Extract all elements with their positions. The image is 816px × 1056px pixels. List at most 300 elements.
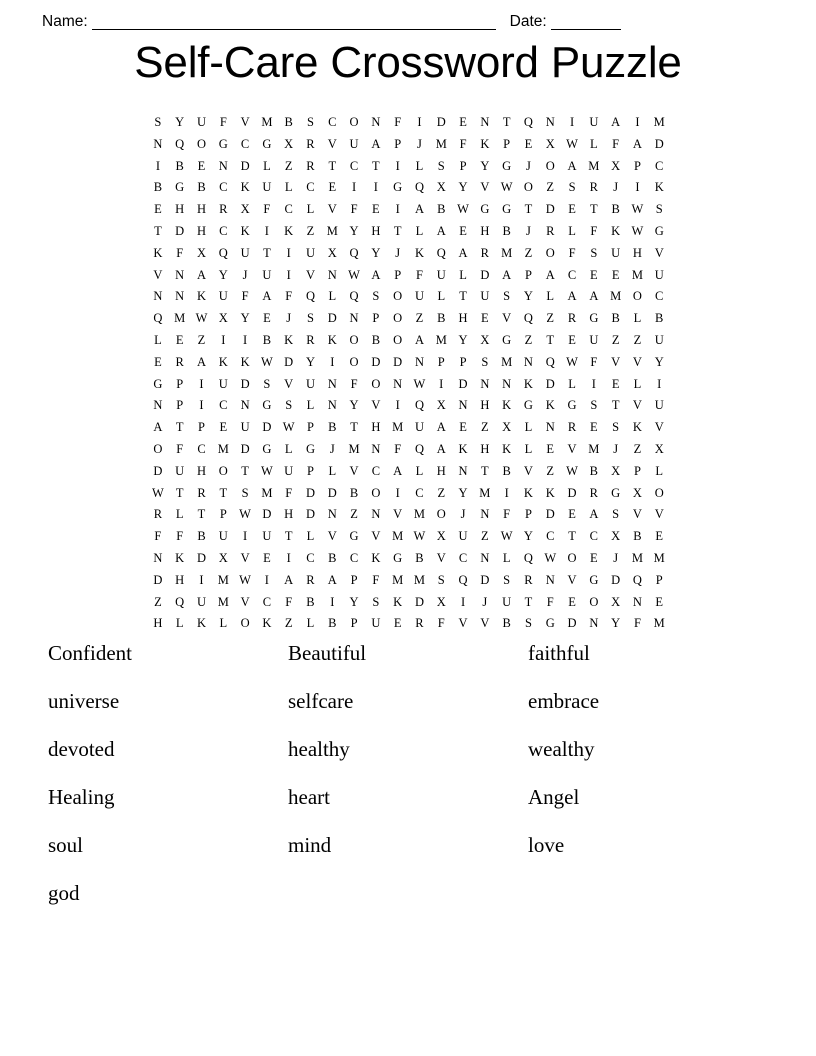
grid-letter[interactable]: D: [327, 311, 337, 326]
grid-letter[interactable]: O: [545, 245, 555, 260]
grid-letter[interactable]: B: [328, 550, 337, 565]
grid-letter[interactable]: M: [392, 572, 404, 587]
grid-letter[interactable]: Z: [437, 485, 446, 500]
grid-letter[interactable]: K: [218, 354, 228, 369]
grid-letter[interactable]: G: [393, 550, 403, 565]
grid-letter[interactable]: F: [459, 136, 467, 151]
grid-letter[interactable]: I: [286, 245, 291, 260]
grid-letter[interactable]: I: [264, 572, 269, 587]
grid-letter[interactable]: O: [349, 115, 359, 129]
grid-letter[interactable]: K: [284, 332, 294, 347]
grid-letter[interactable]: V: [567, 441, 577, 456]
grid-letter[interactable]: X: [436, 594, 446, 609]
grid-letter[interactable]: E: [568, 507, 576, 522]
grid-letter[interactable]: N: [371, 441, 381, 456]
grid-letter[interactable]: F: [176, 529, 184, 544]
grid-letter[interactable]: M: [261, 115, 273, 129]
grid-letter[interactable]: V: [502, 311, 512, 326]
grid-letter[interactable]: P: [307, 463, 314, 478]
grid-letter[interactable]: C: [349, 158, 359, 173]
grid-letter[interactable]: W: [195, 311, 208, 326]
grid-letter[interactable]: Z: [546, 463, 555, 478]
grid-letter[interactable]: S: [437, 158, 445, 173]
grid-letter[interactable]: G: [589, 311, 599, 326]
grid-letter[interactable]: V: [654, 245, 664, 260]
grid-letter[interactable]: D: [240, 158, 250, 173]
grid-letter[interactable]: V: [393, 507, 403, 522]
grid-letter[interactable]: Q: [458, 572, 468, 587]
grid-letter[interactable]: D: [393, 354, 403, 369]
grid-letter[interactable]: F: [154, 529, 162, 544]
grid-letter[interactable]: L: [306, 616, 315, 631]
grid-letter[interactable]: J: [460, 507, 466, 522]
word-bank-item[interactable]: love: [528, 833, 565, 857]
grid-letter[interactable]: V: [305, 267, 315, 282]
grid-letter[interactable]: L: [502, 550, 511, 565]
grid-letter[interactable]: S: [154, 115, 162, 129]
grid-letter[interactable]: A: [284, 572, 294, 587]
grid-letter[interactable]: E: [459, 115, 467, 129]
grid-letter[interactable]: I: [591, 376, 596, 391]
grid-letter[interactable]: K: [458, 441, 468, 456]
grid-letter[interactable]: P: [307, 420, 314, 435]
name-input-line[interactable]: [92, 15, 496, 30]
grid-letter[interactable]: V: [284, 376, 294, 391]
grid-letter[interactable]: S: [307, 311, 314, 326]
grid-letter[interactable]: Z: [524, 332, 533, 347]
grid-letter[interactable]: F: [176, 441, 184, 456]
grid-letter[interactable]: A: [371, 267, 381, 282]
grid-letter[interactable]: P: [524, 507, 532, 522]
grid-letter[interactable]: S: [655, 202, 663, 217]
grid-letter[interactable]: V: [327, 136, 337, 151]
grid-letter[interactable]: N: [589, 616, 599, 631]
grid-letter[interactable]: I: [155, 158, 160, 173]
grid-letter[interactable]: Z: [546, 180, 555, 195]
grid-letter[interactable]: T: [481, 463, 489, 478]
grid-letter[interactable]: X: [196, 245, 206, 260]
grid-letter[interactable]: D: [196, 550, 206, 565]
grid-letter[interactable]: C: [219, 398, 228, 413]
grid-letter[interactable]: F: [546, 594, 554, 609]
grid-letter[interactable]: X: [632, 485, 642, 500]
grid-letter[interactable]: X: [436, 529, 446, 544]
grid-letter[interactable]: A: [262, 289, 272, 304]
grid-letter[interactable]: N: [632, 594, 642, 609]
grid-letter[interactable]: N: [327, 507, 337, 522]
grid-letter[interactable]: Y: [458, 332, 468, 347]
grid-letter[interactable]: R: [567, 420, 577, 435]
grid-letter[interactable]: U: [196, 115, 206, 129]
grid-letter[interactable]: Y: [175, 115, 185, 129]
grid-letter[interactable]: A: [153, 420, 163, 435]
grid-letter[interactable]: D: [611, 572, 621, 587]
grid-letter[interactable]: I: [395, 485, 400, 500]
grid-letter[interactable]: C: [197, 441, 206, 456]
grid-letter[interactable]: I: [635, 180, 640, 195]
grid-letter[interactable]: W: [544, 550, 557, 565]
grid-letter[interactable]: Y: [240, 311, 250, 326]
grid-letter[interactable]: F: [503, 507, 511, 522]
grid-letter[interactable]: S: [612, 420, 620, 435]
grid-letter[interactable]: B: [437, 202, 446, 217]
grid-letter[interactable]: N: [480, 550, 490, 565]
grid-letter[interactable]: I: [504, 485, 509, 500]
grid-letter[interactable]: M: [610, 289, 622, 304]
grid-letter[interactable]: J: [526, 223, 531, 238]
grid-letter[interactable]: M: [501, 245, 513, 260]
grid-letter[interactable]: N: [523, 354, 533, 369]
grid-letter[interactable]: C: [655, 158, 664, 173]
grid-letter[interactable]: S: [590, 245, 598, 260]
grid-letter[interactable]: V: [458, 616, 468, 631]
grid-letter[interactable]: X: [611, 158, 621, 173]
grid-letter[interactable]: N: [545, 115, 555, 129]
grid-letter[interactable]: R: [589, 485, 598, 500]
grid-letter[interactable]: X: [545, 136, 555, 151]
grid-letter[interactable]: B: [153, 180, 163, 195]
grid-letter[interactable]: K: [545, 398, 555, 413]
grid-letter[interactable]: Y: [458, 485, 468, 500]
grid-letter[interactable]: B: [197, 529, 206, 544]
grid-letter[interactable]: U: [175, 463, 185, 478]
grid-letter[interactable]: Y: [218, 267, 228, 282]
grid-letter[interactable]: F: [590, 354, 598, 369]
grid-letter[interactable]: D: [654, 136, 664, 151]
grid-letter[interactable]: W: [413, 529, 426, 544]
grid-letter[interactable]: R: [153, 507, 163, 522]
grid-letter[interactable]: B: [633, 529, 642, 544]
grid-letter[interactable]: M: [653, 616, 665, 631]
grid-letter[interactable]: O: [349, 332, 359, 347]
grid-letter[interactable]: L: [154, 332, 162, 347]
grid-letter[interactable]: Q: [175, 136, 185, 151]
grid-letter[interactable]: Y: [480, 158, 490, 173]
grid-letter[interactable]: I: [243, 332, 248, 347]
grid-letter[interactable]: M: [326, 223, 338, 238]
grid-letter[interactable]: O: [153, 441, 163, 456]
word-bank-item[interactable]: soul: [48, 833, 84, 857]
grid-letter[interactable]: P: [524, 267, 532, 282]
grid-letter[interactable]: N: [371, 115, 381, 129]
grid-letter[interactable]: Q: [153, 311, 163, 326]
grid-letter[interactable]: E: [459, 223, 467, 238]
grid-letter[interactable]: P: [655, 572, 663, 587]
grid-letter[interactable]: C: [240, 136, 250, 151]
grid-letter[interactable]: E: [611, 267, 620, 282]
grid-letter[interactable]: U: [480, 289, 490, 304]
grid-letter[interactable]: B: [502, 223, 511, 238]
grid-letter[interactable]: D: [567, 485, 577, 500]
grid-letter[interactable]: G: [175, 180, 185, 195]
grid-letter[interactable]: O: [371, 376, 381, 391]
grid-letter[interactable]: L: [459, 267, 467, 282]
grid-letter[interactable]: M: [348, 441, 360, 456]
grid-letter[interactable]: X: [611, 594, 621, 609]
grid-letter[interactable]: S: [307, 115, 314, 129]
word-bank-item[interactable]: faithful: [528, 641, 590, 665]
grid-letter[interactable]: Y: [349, 223, 359, 238]
grid-letter[interactable]: E: [393, 616, 402, 631]
grid-letter[interactable]: N: [153, 398, 163, 413]
grid-letter[interactable]: E: [219, 420, 228, 435]
grid-letter[interactable]: I: [373, 180, 378, 195]
grid-letter[interactable]: I: [417, 115, 422, 129]
grid-letter[interactable]: P: [372, 311, 380, 326]
grid-letter[interactable]: C: [546, 529, 555, 544]
grid-letter[interactable]: A: [567, 289, 577, 304]
grid-letter[interactable]: L: [263, 158, 271, 173]
grid-letter[interactable]: L: [415, 158, 424, 173]
grid-letter[interactable]: V: [349, 463, 359, 478]
word-bank-item[interactable]: god: [48, 881, 80, 905]
grid-letter[interactable]: Z: [284, 158, 293, 173]
grid-letter[interactable]: Z: [350, 507, 358, 522]
grid-letter[interactable]: D: [262, 507, 272, 522]
grid-letter[interactable]: L: [328, 289, 337, 304]
grid-letter[interactable]: L: [415, 463, 424, 478]
grid-letter[interactable]: J: [613, 441, 619, 456]
grid-letter[interactable]: F: [394, 441, 402, 456]
grid-letter[interactable]: E: [568, 332, 576, 347]
grid-letter[interactable]: U: [589, 115, 599, 129]
grid-letter[interactable]: N: [349, 311, 359, 326]
grid-letter[interactable]: Z: [481, 529, 489, 544]
grid-letter[interactable]: Q: [545, 354, 555, 369]
grid-letter[interactable]: H: [632, 245, 642, 260]
grid-letter[interactable]: M: [413, 572, 426, 587]
grid-letter[interactable]: Q: [414, 180, 424, 195]
grid-letter[interactable]: J: [395, 245, 401, 260]
grid-letter[interactable]: S: [285, 398, 293, 413]
grid-letter[interactable]: K: [327, 332, 337, 347]
grid-letter[interactable]: W: [566, 463, 578, 478]
grid-letter[interactable]: E: [175, 332, 184, 347]
grid-letter[interactable]: Y: [523, 289, 533, 304]
grid-letter[interactable]: D: [327, 485, 337, 500]
grid-letter[interactable]: E: [263, 550, 271, 565]
grid-letter[interactable]: I: [286, 550, 291, 565]
grid-letter[interactable]: M: [261, 485, 273, 500]
grid-letter[interactable]: Q: [349, 245, 359, 260]
grid-letter[interactable]: F: [633, 616, 641, 631]
grid-letter[interactable]: J: [242, 267, 248, 282]
grid-letter[interactable]: O: [632, 289, 642, 304]
grid-letter[interactable]: R: [306, 136, 315, 151]
grid-letter[interactable]: B: [437, 311, 446, 326]
grid-letter[interactable]: D: [545, 507, 555, 522]
grid-letter[interactable]: M: [217, 594, 229, 609]
grid-letter[interactable]: L: [524, 420, 533, 435]
grid-letter[interactable]: I: [330, 594, 335, 609]
grid-letter[interactable]: M: [479, 485, 491, 500]
grid-letter[interactable]: A: [327, 572, 337, 587]
grid-letter[interactable]: K: [523, 376, 533, 391]
grid-letter[interactable]: D: [175, 223, 185, 238]
grid-letter[interactable]: V: [523, 463, 533, 478]
grid-letter[interactable]: S: [590, 398, 598, 413]
grid-letter[interactable]: T: [284, 529, 293, 544]
grid-letter[interactable]: B: [589, 463, 598, 478]
grid-letter[interactable]: P: [459, 158, 467, 173]
grid-letter[interactable]: E: [328, 180, 337, 195]
grid-letter[interactable]: W: [413, 376, 426, 391]
grid-letter[interactable]: J: [329, 441, 335, 456]
grid-letter[interactable]: B: [371, 332, 381, 347]
grid-letter[interactable]: C: [219, 223, 228, 238]
grid-letter[interactable]: Y: [523, 529, 533, 544]
grid-letter[interactable]: G: [262, 136, 272, 151]
grid-letter[interactable]: S: [372, 289, 380, 304]
grid-letter[interactable]: N: [240, 398, 250, 413]
grid-letter[interactable]: R: [306, 158, 315, 173]
grid-letter[interactable]: P: [503, 136, 511, 151]
grid-letter[interactable]: V: [480, 616, 490, 631]
grid-letter[interactable]: I: [286, 267, 291, 282]
grid-letter[interactable]: O: [523, 180, 533, 195]
grid-letter[interactable]: N: [327, 267, 337, 282]
grid-letter[interactable]: K: [545, 485, 555, 500]
grid-letter[interactable]: F: [285, 485, 293, 500]
grid-letter[interactable]: A: [567, 158, 577, 173]
grid-letter[interactable]: C: [567, 267, 577, 282]
grid-letter[interactable]: Z: [154, 594, 162, 609]
grid-letter[interactable]: A: [589, 289, 599, 304]
grid-letter[interactable]: A: [196, 354, 206, 369]
grid-letter[interactable]: K: [393, 594, 403, 609]
grid-letter[interactable]: L: [306, 398, 315, 413]
grid-letter[interactable]: D: [414, 594, 424, 609]
grid-letter[interactable]: B: [502, 463, 511, 478]
grid-letter[interactable]: L: [655, 463, 664, 478]
grid-letter[interactable]: G: [545, 616, 555, 631]
grid-letter[interactable]: I: [199, 376, 204, 391]
grid-letter[interactable]: U: [262, 267, 272, 282]
grid-letter[interactable]: U: [262, 529, 272, 544]
grid-letter[interactable]: A: [436, 420, 446, 435]
grid-letter[interactable]: T: [459, 289, 467, 304]
grid-letter[interactable]: C: [415, 485, 424, 500]
grid-letter[interactable]: L: [306, 529, 315, 544]
word-bank-item[interactable]: Confident: [48, 641, 132, 665]
grid-letter[interactable]: C: [306, 180, 315, 195]
grid-letter[interactable]: G: [567, 398, 577, 413]
grid-letter[interactable]: V: [240, 550, 250, 565]
grid-letter[interactable]: H: [480, 398, 490, 413]
grid-letter[interactable]: I: [460, 594, 466, 609]
grid-letter[interactable]: W: [260, 463, 273, 478]
grid-letter[interactable]: N: [175, 267, 185, 282]
grid-letter[interactable]: Q: [414, 398, 424, 413]
grid-letter[interactable]: T: [546, 332, 555, 347]
grid-letter[interactable]: Z: [197, 332, 206, 347]
grid-letter[interactable]: E: [611, 376, 620, 391]
grid-letter[interactable]: W: [631, 202, 644, 217]
grid-letter[interactable]: N: [153, 289, 163, 304]
grid-letter[interactable]: K: [611, 223, 621, 238]
grid-letter[interactable]: W: [566, 136, 578, 151]
grid-letter[interactable]: A: [436, 223, 446, 238]
grid-letter[interactable]: A: [502, 267, 512, 282]
grid-letter[interactable]: R: [197, 485, 206, 500]
grid-letter[interactable]: Q: [436, 245, 446, 260]
grid-letter[interactable]: B: [349, 485, 359, 500]
grid-letter[interactable]: L: [568, 223, 576, 238]
grid-letter[interactable]: D: [545, 376, 555, 391]
grid-letter[interactable]: U: [414, 289, 424, 304]
grid-letter[interactable]: M: [217, 441, 229, 456]
grid-letter[interactable]: N: [327, 376, 337, 391]
word-bank-item[interactable]: wealthy: [528, 737, 595, 761]
grid-letter[interactable]: K: [502, 398, 512, 413]
grid-letter[interactable]: W: [239, 507, 251, 522]
grid-letter[interactable]: D: [153, 572, 163, 587]
grid-letter[interactable]: B: [197, 180, 206, 195]
grid-letter[interactable]: N: [371, 507, 381, 522]
grid-letter[interactable]: K: [523, 485, 533, 500]
grid-letter[interactable]: C: [371, 463, 381, 478]
grid-letter[interactable]: V: [611, 354, 621, 369]
grid-letter[interactable]: Y: [349, 398, 359, 413]
grid-letter[interactable]: X: [284, 136, 294, 151]
grid-letter[interactable]: R: [567, 311, 577, 326]
grid-letter[interactable]: L: [328, 463, 337, 478]
grid-letter[interactable]: S: [503, 572, 511, 587]
grid-letter[interactable]: K: [371, 550, 381, 565]
grid-letter[interactable]: J: [613, 550, 619, 565]
grid-letter[interactable]: B: [175, 158, 184, 173]
grid-letter[interactable]: I: [199, 398, 204, 413]
grid-letter[interactable]: U: [654, 398, 664, 413]
grid-letter[interactable]: N: [153, 550, 163, 565]
grid-letter[interactable]: H: [196, 202, 206, 217]
grid-letter[interactable]: E: [568, 594, 576, 609]
grid-letter[interactable]: R: [546, 223, 555, 238]
grid-letter[interactable]: N: [458, 463, 468, 478]
grid-letter[interactable]: T: [524, 202, 533, 217]
grid-letter[interactable]: G: [393, 180, 403, 195]
grid-letter[interactable]: J: [417, 136, 422, 151]
grid-letter[interactable]: U: [218, 289, 228, 304]
grid-letter[interactable]: I: [395, 158, 400, 173]
grid-letter[interactable]: O: [393, 289, 403, 304]
grid-letter[interactable]: O: [654, 485, 664, 500]
grid-letter[interactable]: D: [153, 463, 163, 478]
grid-letter[interactable]: U: [284, 463, 294, 478]
grid-letter[interactable]: H: [480, 223, 490, 238]
grid-letter[interactable]: V: [153, 267, 163, 282]
grid-letter[interactable]: U: [305, 376, 315, 391]
grid-letter[interactable]: E: [197, 158, 206, 173]
grid-letter[interactable]: C: [262, 594, 272, 609]
grid-letter[interactable]: X: [436, 398, 446, 413]
grid-letter[interactable]: P: [394, 267, 402, 282]
grid-letter[interactable]: T: [568, 529, 576, 544]
grid-letter[interactable]: C: [219, 180, 228, 195]
grid-letter[interactable]: I: [439, 376, 444, 391]
grid-letter[interactable]: T: [372, 158, 380, 173]
grid-letter[interactable]: I: [395, 202, 400, 217]
grid-letter[interactable]: X: [240, 202, 250, 217]
grid-letter[interactable]: E: [481, 311, 489, 326]
grid-letter[interactable]: F: [372, 572, 380, 587]
grid-letter[interactable]: N: [327, 398, 337, 413]
word-bank-item[interactable]: embrace: [528, 689, 600, 713]
grid-letter[interactable]: W: [151, 485, 164, 500]
grid-letter[interactable]: R: [306, 332, 315, 347]
grid-letter[interactable]: I: [657, 376, 662, 391]
grid-letter[interactable]: Q: [305, 289, 315, 304]
